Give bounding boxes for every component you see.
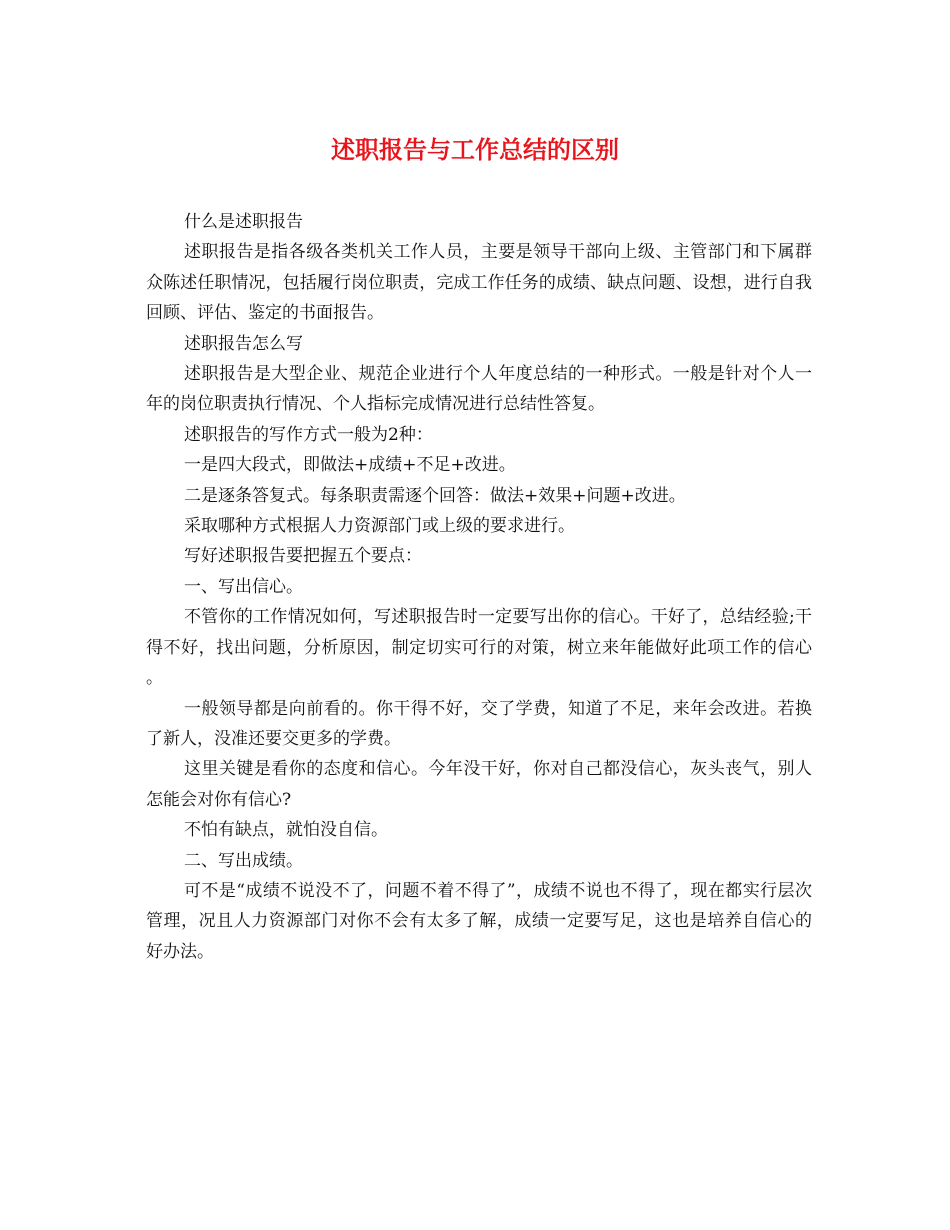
paragraph-achievements: 可不是“成绩不说没不了，问题不着不得了”，成绩不说也不得了，现在都实行层次管理，况且人力资源部门对你不会有太多了解，成绩一定要写足，这也是培养自信心的 好办法。 [146, 880, 812, 962]
paragraph-attitude: 这里关键是看你的态度和信心。今年没干好，你对自己都没信心，灰头丧气，别人怎能会对你有信心? [146, 759, 812, 810]
paragraph-method-two: 二是逐条答复式。每条职责需逐个回答：做法+效果+问题+改进。 [184, 485, 686, 506]
paragraph-self-belief: 不怕有缺点，就怕没自信。 [184, 820, 388, 841]
document-body [146, 207, 812, 967]
paragraph-heading-how-to-write: 述职报告怎么写 [184, 333, 303, 354]
document-title: 述职报告与工作总结的区别 [331, 135, 619, 164]
paragraph-leaders-look-forward: 一般领导都是向前看的。你干得不好，交了学费，知道了不足，来年会改进。若换了新人，没准还要交更多的学费。 [146, 698, 812, 749]
paragraph-heading-what-is: 什么是述职报告 [184, 212, 303, 232]
paragraph-confidence: 不管你的工作情况如何，写述职报告时一定要写出你的信心。干好了，总结经验;干得不好，找出问题，分析原因，制定切实可行的对策，树立来年能做好此项工作的信心 。 [146, 607, 812, 689]
paragraph-form: 述职报告是大型企业、规范企业进行个人年度总结的一种形式。一般是针对个人一年的岗位职责执行情况、个人指标完成情况进行总结性答复。 [146, 364, 812, 415]
paragraph-method-one: 一是四大段式，即做法+成绩+不足+改进。 [184, 455, 516, 476]
paragraph-point-two-heading: 二、写出成绩。 [184, 850, 303, 871]
paragraph-point-one-heading: 一、写出信心。 [184, 576, 303, 597]
paragraph-definition: 述职报告是指各级各类机关工作人员，主要是领导干部向上级、主管部门和下属群众陈述任职情况，包括履行岗位职责，完成工作任务的成绩、缺点问题、设想，进行自我回顾、评估、鉴定的书面报告。 [146, 242, 812, 324]
paragraph-two-methods: 述职报告的写作方式一般为2种： [184, 424, 433, 445]
paragraph-five-points: 写好述职报告要把握五个要点： [184, 546, 422, 567]
paragraph-method-choice: 采取哪种方式根据人力资源部门或上级的要求进行。 [184, 516, 575, 537]
